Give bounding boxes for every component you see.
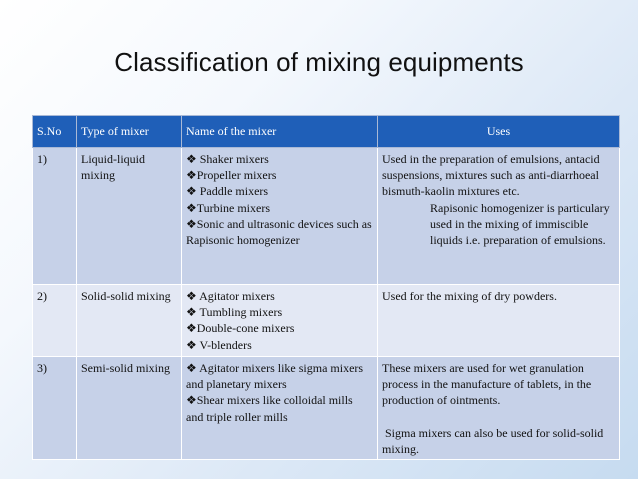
slide-title: Classification of mixing equipments <box>114 47 524 77</box>
cell-uses <box>378 148 620 285</box>
header-sno: S.No <box>33 116 77 148</box>
header-uses: Uses <box>378 116 620 148</box>
header-name-of-mixer: Name of the mixer <box>182 116 378 148</box>
mixer-name: ❖ Paddle mixers <box>186 184 269 199</box>
table-row <box>33 285 620 357</box>
mixer-name: ❖Double-cone mixers <box>186 321 295 336</box>
cell-type: Solid-solid mixing <box>77 285 182 357</box>
cell-names <box>182 285 378 357</box>
mixing-equipment-table <box>32 115 620 460</box>
mixer-name: ❖ Agitator mixers <box>186 289 275 303</box>
mixer-name: ❖Sonic and ultrasonic devices such as Rapisonic homogenizer <box>186 216 372 248</box>
uses-text: Used for the mixing of dry powders. <box>382 289 557 303</box>
uses-text: Sigma mixers can also be used for solid-solid mixing. <box>382 425 607 456</box>
cell-sno: 1) <box>33 148 77 285</box>
uses-text: Used in the preparation of emulsions, antacid suspensions, mixtures such as anti-diarrhoeal bismuth-kaolin mixtures etc. <box>382 152 600 199</box>
table-row <box>33 148 620 285</box>
mixer-name: ❖Turbine mixers <box>186 200 270 215</box>
uses-text: Rapisonic homogenizer is particulary used in the mixing of immiscible liquids i.e. preparation of emulsions. <box>430 200 610 248</box>
mixer-name: ❖ V-blenders <box>186 337 252 352</box>
cell-type: Liquid-liquid mixing <box>77 148 182 285</box>
header-type-of-mixer: Type of mixer <box>77 116 182 148</box>
mixer-name: ❖ Agitator mixers like sigma mixers and planetary mixers <box>186 361 364 392</box>
mixer-name: ❖Propeller mixers <box>186 168 277 183</box>
cell-uses <box>378 285 620 357</box>
cell-names <box>182 148 378 285</box>
mixer-name: ❖ Tumbling mixers <box>186 305 283 320</box>
uses-text: These mixers are used for wet granulation process in the manufacture of tablets, in the production of ointments. <box>382 361 592 408</box>
table-row <box>33 357 620 460</box>
cell-sno: 2) <box>33 285 77 357</box>
table-header-row <box>33 116 620 148</box>
cell-sno: 3) <box>33 357 77 460</box>
cell-type: Semi-solid mixing <box>77 357 182 460</box>
cell-uses <box>378 357 620 460</box>
mixer-name: ❖Shear mixers like colloidal mills and triple roller mills <box>186 393 353 424</box>
cell-names <box>182 357 378 460</box>
mixer-name: ❖ Shaker mixers <box>186 152 269 166</box>
paragraph-gap <box>382 409 615 425</box>
